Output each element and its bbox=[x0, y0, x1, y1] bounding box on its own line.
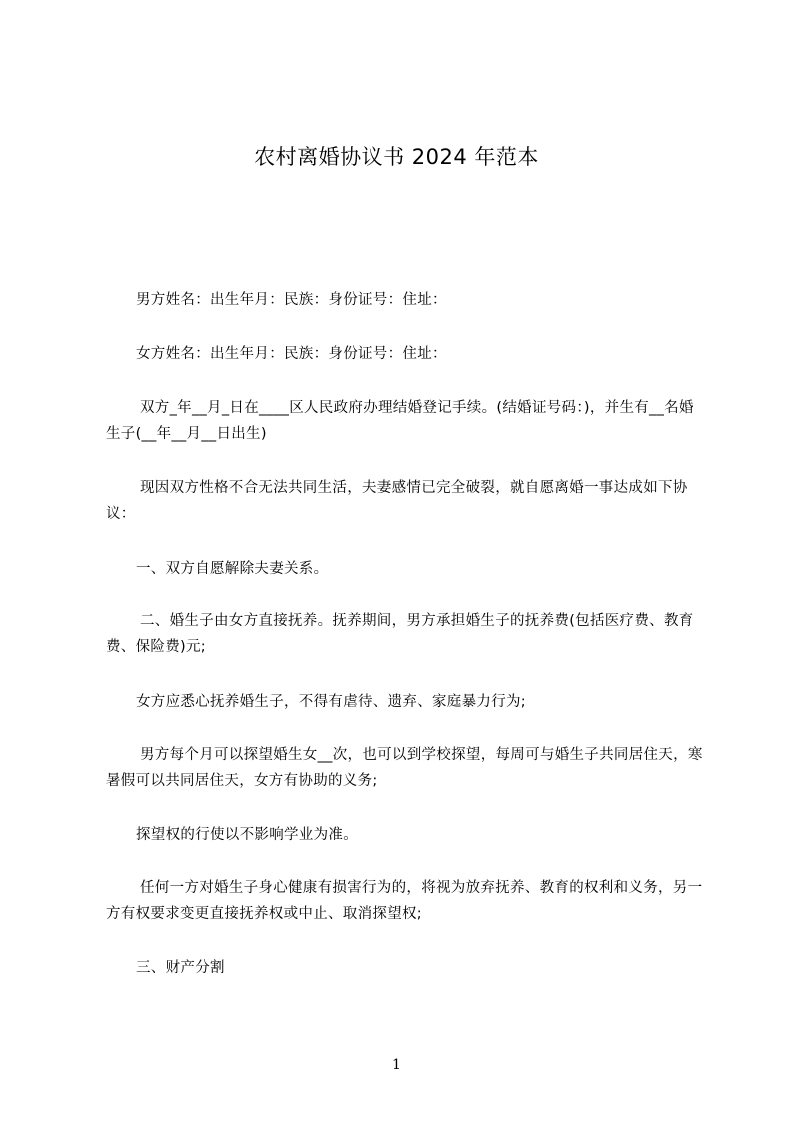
clause-2-harm: 任何一方对婚生子身心健康有损害行为的，将视为放弃抚养、教育的权利和义务，另一方有权要求变更直接抚养权或中止、取消探望权; bbox=[106, 880, 703, 922]
clause-2-visitation-limit: 探望权的行使以不影响学业为准。 bbox=[136, 827, 358, 843]
clause-2-female-duty: 女方应悉心抚养婚生子，不得有虐待、遗弃、家庭暴力行为; bbox=[136, 694, 526, 710]
paragraph-reason: 现因双方性格不合无法共同生活，夫妻感情已完全破裂，就自愿离婚一事达成如下协议： bbox=[106, 480, 688, 522]
paragraph-male-info: 男方姓名：出生年月：民族：身份证号：住址： bbox=[136, 292, 447, 308]
paragraph-female-info: 女方姓名：出生年月：民族：身份证号：住址： bbox=[136, 346, 447, 362]
clause-2: 二、婚生子由女方直接抚养。抚养期间，男方承担婚生子的抚养费(包括医疗费、教育费、保险费)元; bbox=[106, 613, 694, 655]
clause-3-heading: 三、财产分割 bbox=[136, 960, 225, 976]
clause-2-visitation: 男方每个月可以探望婚生女__次，也可以到学校探望，每周可与婚生子共同居住天，寒暑假可以共同居住天，女方有协助的义务; bbox=[106, 747, 703, 789]
document-title: 农村离婚协议书 2024 年范本 bbox=[254, 145, 539, 169]
paragraph-marriage-registration: 双方_年__月_日在____区人民政府办理结婚登记手续。(结婚证号码：)，并生有__名婚生子(__年__月__日出生) bbox=[106, 400, 694, 442]
page-number: 1 bbox=[392, 1057, 401, 1073]
clause-1: 一、双方自愿解除夫妻关系。 bbox=[136, 561, 329, 577]
